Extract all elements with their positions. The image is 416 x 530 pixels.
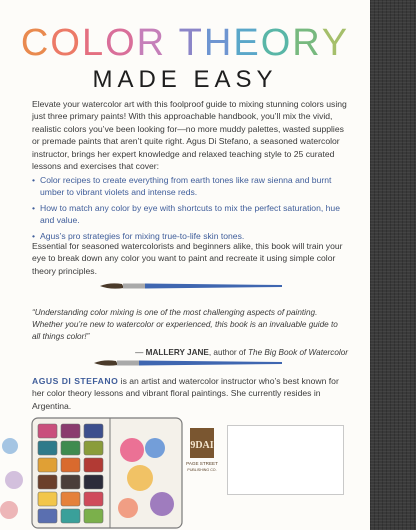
paint-pan [84, 509, 103, 523]
paintbrush-icon [98, 280, 284, 292]
feature-item: • Agus’s pro strategies for mixing true-to-life skin tones. [32, 230, 348, 242]
svg-text:9DAI: 9DAI [190, 440, 214, 451]
paint-pan [61, 424, 80, 438]
testimonial-book: The Big Book of Watercolor [248, 348, 348, 357]
publisher-logo [186, 428, 218, 474]
svg-text:PUBLISHING CO.: PUBLISHING CO. [187, 468, 217, 472]
title-letter: O [105, 22, 137, 64]
spine-texture [370, 0, 416, 530]
paint-pan [84, 492, 103, 506]
author-name: AGUS DI STEFANO [32, 376, 119, 386]
feature-item: • How to match any color by eye with shortcuts to mix the perfect saturation, hue and value. [32, 202, 348, 227]
testimonial-attribution: — MALLERY JANE, author of The Big Book of Watercolor [135, 348, 348, 357]
title-letter: R [136, 22, 167, 64]
paint-pan [38, 424, 57, 438]
testimonial-author: MALLERY JANE [145, 348, 209, 357]
title-letter: L [81, 22, 106, 64]
title-letter: H [203, 22, 234, 64]
title-color-theory [0, 22, 370, 65]
feature-item: • Color recipes to create everything from earth tones like raw sienna and burnt umber to vibrant violets and intense reds. [32, 174, 348, 199]
paint-pan [84, 424, 103, 438]
paint-pan [38, 441, 57, 455]
feature-list [32, 174, 348, 245]
barcode-area [227, 425, 344, 495]
paint-pan [84, 458, 103, 472]
testimonial-quote: “Understanding color mixing is one of the most challenging aspects of painting. Whether you’re new to watercolor or experienced, this book is an invaluable guide to all things color!” [32, 308, 338, 342]
paint-pan [61, 492, 80, 506]
title-letter: T [178, 22, 204, 64]
title-letter: R [292, 22, 322, 64]
paint-pan [61, 509, 80, 523]
paint-pan [38, 492, 57, 506]
paint-pan [61, 458, 80, 472]
paint-pan [84, 475, 103, 489]
paint-pan [38, 509, 57, 523]
closing-paragraph: Essential for seasoned watercolorists and beginners alike, this book will train your eye to break down any color you want to paint and recreate it using simple color theory principles. [32, 241, 343, 276]
paint-pan [38, 458, 57, 472]
title-letter: E [233, 22, 261, 64]
title-letter [166, 22, 179, 65]
title-letter: C [20, 22, 51, 64]
title-letter: O [50, 22, 82, 64]
title-made-easy: MADE EASY [92, 66, 278, 93]
paint-pan [61, 475, 80, 489]
description-paragraph: Elevate your watercolor art with this foolproof guide to mixing stunning colors using just three primary paints! With this approachable handbook, you’ll mix the vivid, realistic colors you’ve been looking for—no more muddy palettes, wasted supplies or premade paints that aren’t quite right. Agus Di Stefano, a seasoned watercolor instructor, brings her expert knowledge and relaxed teaching style to 25 curated lessons and exercises that cover: [32, 99, 347, 172]
paint-pan [38, 475, 57, 489]
title-letter: Y [321, 22, 350, 64]
title-letter: O [260, 22, 293, 64]
watercolor-palette-illustration [0, 408, 185, 530]
paint-pan [84, 441, 103, 455]
author-bio: AGUS DI STEFANO is an artist and watercolor instructor who’s best known for her color theory lessons and vibrant floral paintings. She currently resides in Argentina. [32, 376, 339, 411]
paintbrush-icon [92, 357, 284, 369]
svg-text:PAGE STREET: PAGE STREET [186, 461, 218, 466]
paint-pan [61, 441, 80, 455]
